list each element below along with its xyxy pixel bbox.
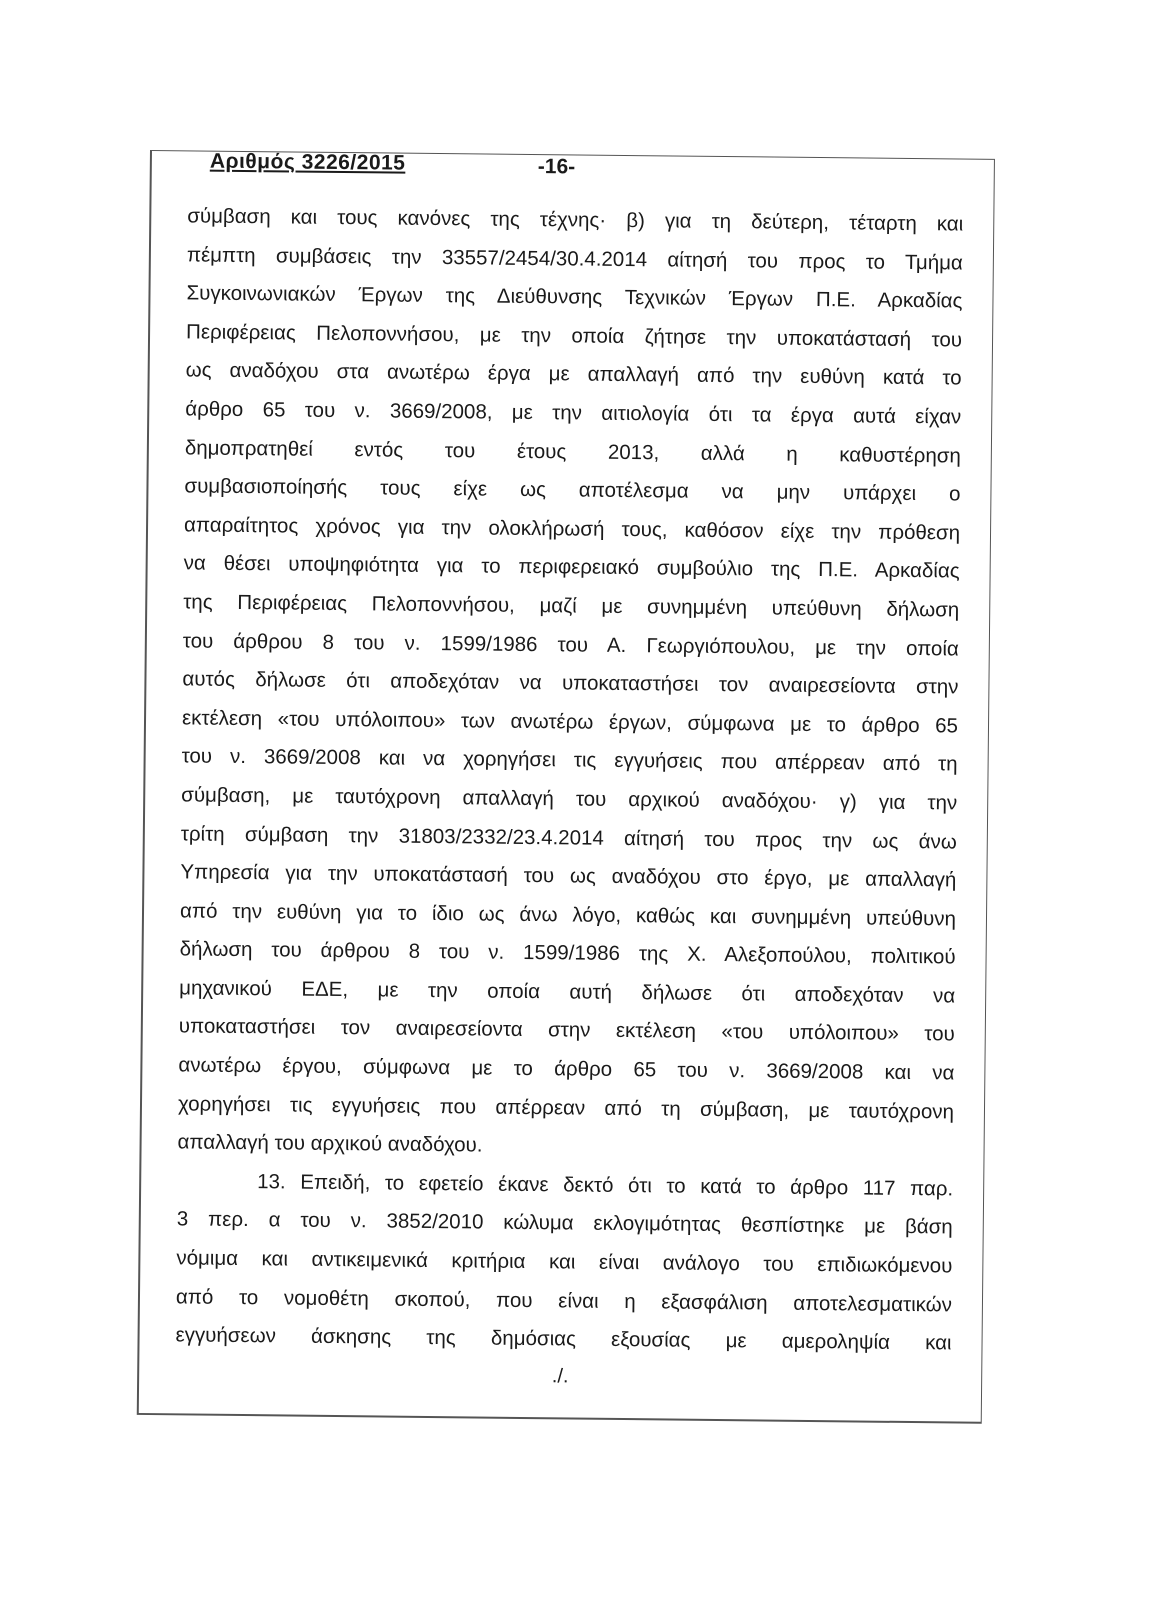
text-line: άρθρο 65 του ν. 3669/2008, με την αιτιολογία ότι τα έργα αυτά είχαν: [185, 397, 962, 429]
document-body: [175, 197, 963, 1363]
text-line: απαλλαγή του αρχικού αναδόχου.: [177, 1130, 483, 1157]
text-line: αυτός δήλωσε ότι αποδεχόταν να υποκαταστήσει τον αναιρεσείοντα στην: [182, 667, 959, 699]
text-line: της Περιφέρειας Πελοποννήσου, μαζί με συνημμένη υπεύθυνη δήλωση: [183, 590, 960, 622]
text-line: Περιφέρειας Πελοποννήσου, με την οποία ζήτησε την υποκατάστασή του: [185, 320, 963, 352]
page-number: -16-: [537, 155, 576, 179]
text-line: τρίτη σύμβαση την 31803/2332/23.4.2014 αίτησή του προς την ως άνω: [180, 821, 957, 853]
text-line: 3 περ. α του ν. 3852/2010 κώλυμα εκλογιμότητας θεσπίστηκε με βάση: [176, 1207, 953, 1239]
text-line: 13. Επειδή, το εφετείο έκανε δεκτό ότι το κατά το άρθρο 117 παρ.: [257, 1170, 954, 1201]
decision-number: Αριθμός 3226/2015: [209, 149, 406, 175]
text-line: του ν. 3669/2008 και να χορηγήσει τις εγγυήσεις που απέρρεαν από τη: [181, 744, 958, 776]
text-line: σύμβαση και τους κανόνες της τέχνης· β) για τη δεύτερη, τέταρτη και: [187, 204, 964, 236]
text-line: ανωτέρω έργου, σύμφωνα με το άρθρο 65 του ν. 3669/2008 και να: [178, 1053, 955, 1085]
text-line: ως αναδόχου στα ανωτέρω έργα με απαλλαγή από την ευθύνη κατά το: [185, 358, 962, 390]
text-line: πέμπτη συμβάσεις την 33557/2454/30.4.2014 αίτησή του προς το Τμήμα: [186, 242, 963, 275]
text-line: Υπηρεσία για την υποκατάστασή του ως αναδόχου στο έργο, με απαλλαγή: [180, 860, 957, 892]
text-line: δημοπρατηθεί εντός του έτους 2013, αλλά η καθυστέρηση: [184, 435, 961, 468]
page-frame: [137, 150, 995, 1424]
continuation-mark: ./.: [551, 1365, 569, 1388]
text-line: συμβασιοποίησής τους είχε ως αποτέλεσμα να μην υπάρχει ο: [184, 474, 961, 506]
text-line: του άρθρου 8 του ν. 1599/1986 του Α. Γεωργιόπουλου, με την οποία: [182, 628, 959, 661]
text-line: εκτέλεση «του υπόλοιπου» των ανωτέρω έργων, σύμφωνα με το άρθρο 65: [181, 706, 959, 738]
text-line: Συγκοινωνιακών Έργων της Διεύθυνσης Τεχνικών Έργων Π.Ε. Αρκαδίας: [186, 281, 963, 313]
text-line: να θέσει υποψηφιότητα για το περιφερειακό συμβούλιο της Π.Ε. Αρκαδίας: [183, 551, 960, 583]
text-line: απαραίτητος χρόνος για την ολοκλήρωσή τους, καθόσον είχε την πρόθεση: [183, 513, 961, 545]
text-line: χορηγήσει τις εγγυήσεις που απέρρεαν από τη σύμβαση, με ταυτόχρονη: [177, 1092, 955, 1124]
text-line: δήλωση του άρθρου 8 του ν. 1599/1986 της Χ. Αλεξοπούλου, πολιτικού: [179, 937, 956, 969]
text-line: σύμβαση, με ταυτόχρονη απαλλαγή του αρχικού αναδόχου· γ) για την: [181, 783, 958, 815]
text-line: εγγυήσεων άσκησης της δημόσιας εξουσίας με αμεροληψία και: [175, 1323, 952, 1355]
text-line: μηχανικού ΕΔΕ, με την οποία αυτή δήλωσε ότι αποδεχόταν να: [179, 976, 956, 1008]
text-line: από το νομοθέτη σκοπού, που είναι η εξασφάλιση αποτελεσματικών: [175, 1284, 953, 1317]
text-line: από την ευθύνη για το ίδιο ως άνω λόγο, καθώς και συνημμένη υπεύθυνη: [179, 899, 957, 931]
text-line: υποκαταστήσει τον αναιρεσείοντα στην εκτέλεση «του υπόλοιπου» του: [178, 1014, 955, 1046]
text-line: νόμιμα και αντικειμενικά κριτήρια και είναι ανάλογο του επιδιωκόμενου: [176, 1246, 953, 1278]
